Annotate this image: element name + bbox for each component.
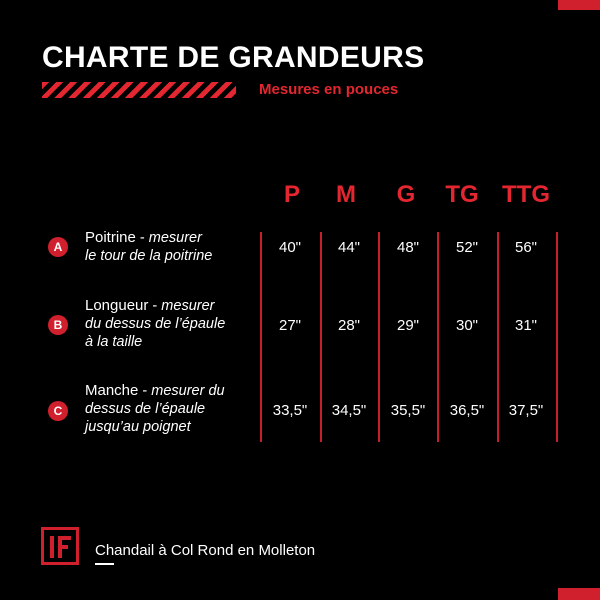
units-subtitle: Mesures en pouces bbox=[259, 81, 399, 98]
if-logo-icon bbox=[41, 527, 79, 565]
size-header-tg: TG bbox=[445, 181, 479, 208]
corner-accent-bottom bbox=[558, 588, 600, 600]
size-header-ttg: TTG bbox=[502, 181, 550, 208]
measure-instruction: mesurer bbox=[161, 298, 215, 314]
value-cell: 34,5" bbox=[331, 402, 367, 419]
label-separator: - bbox=[148, 298, 162, 314]
value-cell: 35,5" bbox=[390, 402, 426, 419]
value-cell: 36,5" bbox=[449, 402, 485, 419]
measure-name: Longueur bbox=[85, 297, 149, 314]
value-cell: 31" bbox=[514, 317, 537, 334]
row-label-length bbox=[85, 297, 255, 351]
value-cell: 40" bbox=[278, 239, 301, 256]
size-header-g: G bbox=[396, 181, 416, 208]
value-cell: 33,5" bbox=[272, 402, 308, 419]
value-cell: 56" bbox=[514, 239, 537, 256]
product-name: Chandail à Col Rond en Molleton bbox=[95, 542, 316, 559]
row-label-sleeve bbox=[85, 382, 255, 436]
label-separator: - bbox=[138, 383, 152, 399]
measure-name: Manche bbox=[85, 382, 139, 399]
row-badge-a: A bbox=[48, 237, 68, 257]
measure-instruction: le tour de la poitrine bbox=[85, 248, 213, 264]
measure-instruction: à la taille bbox=[85, 334, 143, 350]
row-badge-b: B bbox=[48, 315, 68, 335]
value-cell: 52" bbox=[455, 239, 478, 256]
measure-instruction: dessus de l’épaule bbox=[85, 401, 206, 417]
value-cell: 28" bbox=[337, 317, 360, 334]
page-title: CHARTE DE GRANDEURS bbox=[42, 41, 425, 74]
value-cell: 30" bbox=[455, 317, 478, 334]
size-header-m: M bbox=[336, 181, 356, 208]
corner-accent-top bbox=[558, 0, 600, 10]
measure-name: Poitrine bbox=[85, 229, 136, 246]
value-cell: 27" bbox=[278, 317, 301, 334]
hazard-stripes bbox=[42, 82, 236, 98]
footer-underline bbox=[95, 563, 114, 565]
value-cell: 48" bbox=[396, 239, 419, 256]
label-separator: - bbox=[135, 230, 149, 246]
measure-instruction: du dessus de l’épaule bbox=[85, 316, 226, 332]
column-divider bbox=[556, 232, 558, 442]
measure-instruction: mesurer du bbox=[151, 383, 225, 399]
row-badge-c: C bbox=[48, 401, 68, 421]
size-header-p: P bbox=[283, 181, 300, 208]
value-cell: 29" bbox=[396, 317, 419, 334]
value-cell: 37,5" bbox=[508, 402, 544, 419]
measure-instruction: mesurer bbox=[148, 230, 202, 246]
row-label-chest bbox=[85, 229, 255, 265]
value-cell: 44" bbox=[337, 239, 360, 256]
measure-instruction: jusqu’au poignet bbox=[85, 419, 191, 435]
